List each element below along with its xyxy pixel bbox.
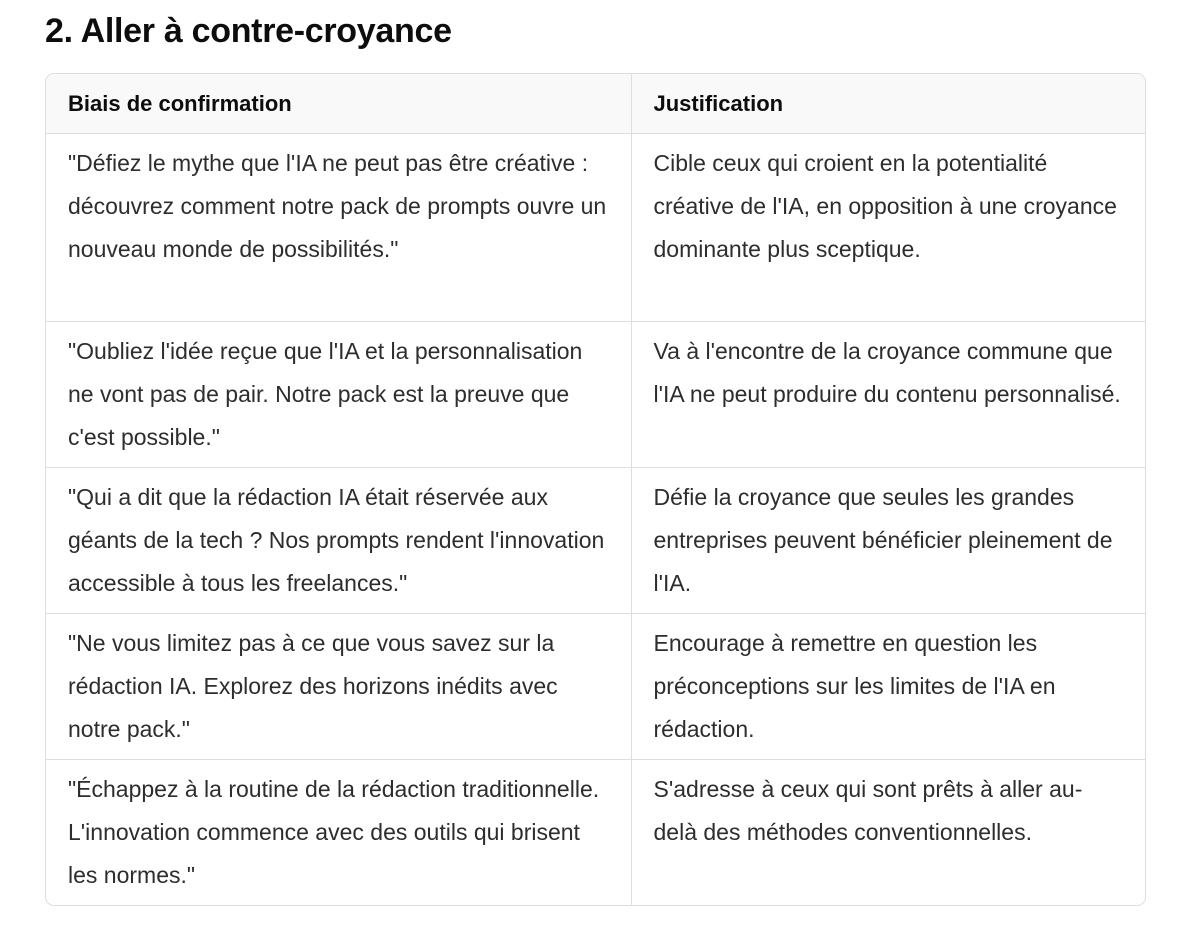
- table-row: [46, 468, 1145, 614]
- cell-bias: "Échappez à la routine de la rédaction traditionnelle. L'innovation commence avec des outils qui brisent les normes.": [46, 760, 631, 906]
- table-container: [45, 73, 1146, 906]
- table-row: [46, 760, 1145, 906]
- cell-justification: Cible ceux qui croient en la potentialité créative de l'IA, en opposition à une croyance dominante plus sceptique.: [631, 134, 1145, 322]
- column-header-justification: Justification: [631, 74, 1145, 134]
- cell-bias: "Qui a dit que la rédaction IA était réservée aux géants de la tech ? Nos prompts rendent l'innovation accessible à tous les freelances.": [46, 468, 631, 614]
- column-header-bias: Biais de confirmation: [46, 74, 631, 134]
- table-row: [46, 614, 1145, 760]
- cell-bias: "Ne vous limitez pas à ce que vous savez sur la rédaction IA. Explorez des horizons inédits avec notre pack.": [46, 614, 631, 760]
- cell-justification: Encourage à remettre en question les préconceptions sur les limites de l'IA en rédaction.: [631, 614, 1145, 760]
- section-title: 2. Aller à contre-croyance: [45, 12, 452, 50]
- table-row: [46, 322, 1145, 468]
- table-row: [46, 134, 1145, 322]
- cell-justification: Va à l'encontre de la croyance commune que l'IA ne peut produire du contenu personnalisé.: [631, 322, 1145, 468]
- cell-bias: "Oubliez l'idée reçue que l'IA et la personnalisation ne vont pas de pair. Notre pack est la preuve que c'est possible.": [46, 322, 631, 468]
- cell-justification: Défie la croyance que seules les grandes entreprises peuvent bénéficier pleinement de l'IA.: [631, 468, 1145, 614]
- bias-table: [46, 74, 1145, 905]
- cell-bias: "Défiez le mythe que l'IA ne peut pas être créative : découvrez comment notre pack de prompts ouvre un nouveau monde de possibilités.": [68, 150, 607, 262]
- table-header-row: [46, 74, 1145, 134]
- cell-justification: S'adresse à ceux qui sont prêts à aller au-delà des méthodes conventionnelles.: [631, 760, 1145, 906]
